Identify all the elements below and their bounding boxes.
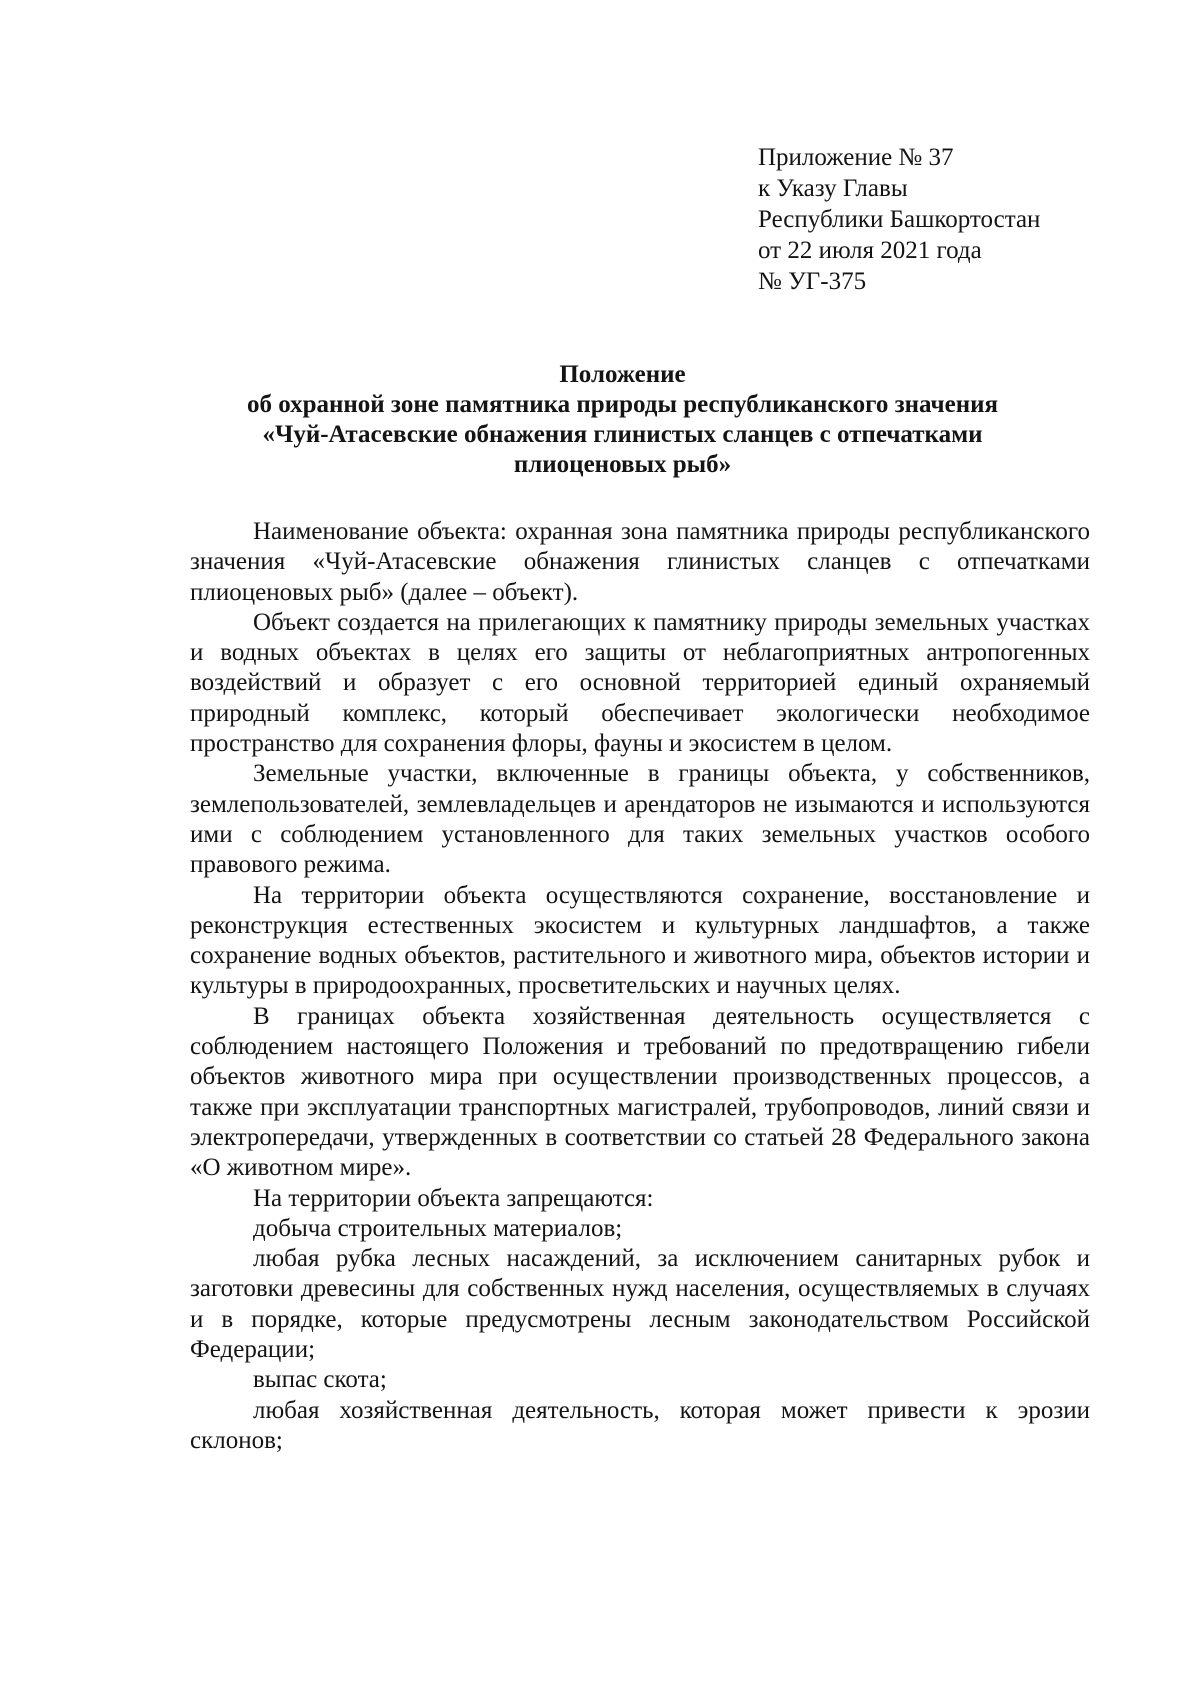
title-line: плиоценовых рыб» — [513, 451, 732, 478]
title-line: «Чуй-Атасевские обнажения глинистых сланцев с отпечатками — [262, 421, 983, 448]
paragraph-prohibitions-intro: На территории объекта запрещаются: — [253, 1184, 654, 1212]
appendix-reference — [758, 142, 1118, 297]
paragraph-object-name: Наименование объекта: охранная зона памятника природы республиканского значения «Чуй-Атасевские обнажения глинистых сланцев с отпечатками плиоценовых рыб» (далее – объект). — [190, 518, 1090, 606]
prohibition-item: выпас скота; — [253, 1366, 387, 1394]
title-line: об охранной зоне памятника природы республиканского значения — [246, 391, 999, 418]
document-body — [190, 517, 1090, 1456]
appendix-republic: Республики Башкортостан — [758, 206, 1041, 233]
paragraph-economic-activity: В границах объекта хозяйственная деятельность осуществляется с соблюдением настоящего Положения и требований по предотвращению гибели объектов животного мира при осуществлении производственных процессов, а также при эксплуатации транспортных магистралей, трубопроводов, линий связи и электропередачи, утвержденных в соответствии со статьей 28 Федерального закона «О животном мире». — [190, 1002, 1090, 1182]
appendix-decree-number: № УГ-375 — [758, 268, 867, 295]
appendix-date: от 22 июля 2021 года — [758, 237, 982, 264]
paragraph-conservation: На территории объекта осуществляются сохранение, восстановление и реконструкция естественных экосистем и культурных ландшафтов, а также сохранение водных объектов, растительного и животного мира, объектов истории и культуры в природоохранных, просветительских и научных целях. — [190, 881, 1090, 1000]
prohibition-item: добыча строительных материалов; — [253, 1214, 623, 1242]
document-title — [175, 360, 1070, 480]
prohibition-item: любая рубка лесных насаждений, за исключением санитарных рубок и заготовки древесины для собственных нужд населения, осуществляемых в случаях и в порядке, которые предусмотрены лесным законодательством Российской Федерации; — [190, 1245, 1090, 1364]
paragraph-purpose: Объект создается на прилегающих к памятнику природы земельных участках и водных объектах в целях его защиты от неблагоприятных антропогенных воздействий и образует с его основной территорией единый охраняемый природный комплекс, который обеспечивает экологически необходимое пространство для сохранения флоры, фауны и экосистем в целом. — [190, 608, 1090, 758]
title-line: Положение — [559, 361, 686, 388]
appendix-number: Приложение № 37 — [758, 144, 954, 171]
paragraph-land-plots: Земельные участки, включенные в границы объекта, у собственников, землепользователей, землевладельцев и арендаторов не изымаются и используются ими с соблюдением установленного для таких земельных участков особого правового режима. — [190, 760, 1090, 879]
prohibition-item: любая хозяйственная деятельность, которая может привести к эрозии склонов; — [190, 1396, 1090, 1454]
appendix-decree-ref: к Указу Главы — [758, 175, 908, 202]
